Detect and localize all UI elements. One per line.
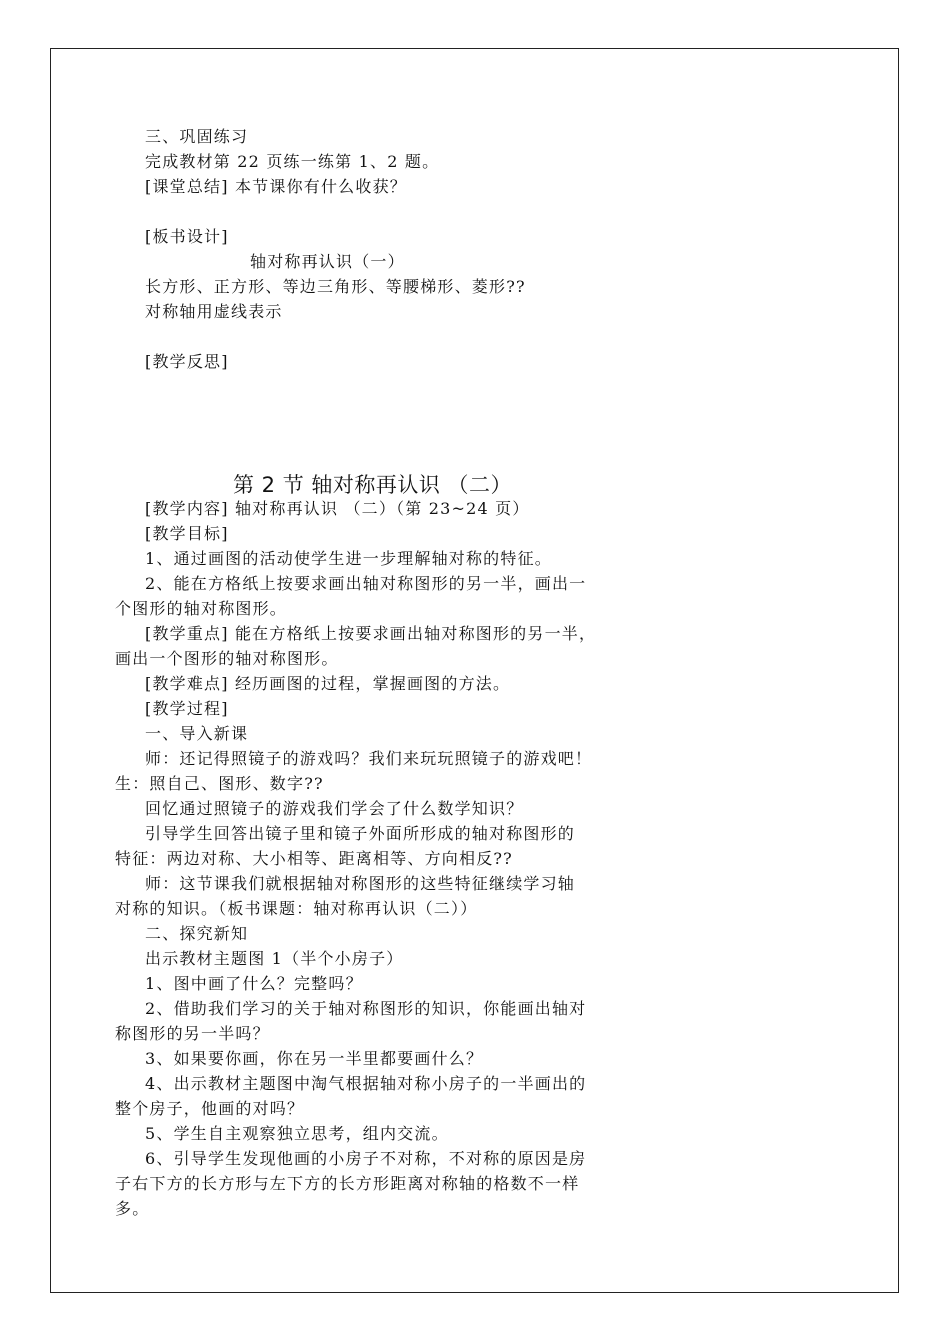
body-line: 1、图中画了什么？完整吗？ [145, 974, 363, 993]
body-line: 2、能在方格纸上按要求画出轴对称图形的另一半，画出一 [145, 574, 587, 593]
body-line: 回忆通过照镜子的游戏我们学会了什么数学知识？ [145, 799, 524, 818]
body-line: 生：照自己、图形、数字?? [115, 774, 324, 793]
body-line: 画出一个图形的轴对称图形。 [115, 649, 339, 668]
board-design-title: 轴对称再认识（一） [250, 252, 405, 271]
body-line: 师：还记得照镜子的游戏吗？我们来玩玩照镜子的游戏吧！ [145, 749, 593, 768]
body-line: 师：这节课我们就根据轴对称图形的这些特征继续学习轴 [145, 874, 576, 893]
body-line: [教学过程] [145, 699, 229, 718]
body-line: 二、探究新知 [145, 924, 249, 943]
lesson-summary: [课堂总结] 本节课你有什么收获？ [145, 177, 407, 196]
body-line: 引导学生回答出镜子里和镜子外面所形成的轴对称图形的 [145, 824, 576, 843]
body-line: [教学内容] 轴对称再认识 （二）（第 23~24 页） [145, 499, 530, 518]
board-design-axis: 对称轴用虚线表示 [145, 302, 283, 321]
body-line: 1、通过画图的活动使学生进一步理解轴对称的特征。 [145, 549, 552, 568]
body-line: 个图形的轴对称图形。 [115, 599, 288, 618]
consolidation-text: 完成教材第 22 页练一练第 1、2 题。 [145, 152, 440, 171]
body-line: 子右下方的长方形与左下方的长方形距离对称轴的格数不一样 [115, 1174, 580, 1193]
body-line: 整个房子，他画的对吗？ [115, 1099, 305, 1118]
board-design-shapes: 长方形、正方形、等边三角形、等腰梯形、菱形?? [145, 277, 526, 296]
body-line: 称图形的另一半吗？ [115, 1024, 270, 1043]
body-line: [教学目标] [145, 524, 229, 543]
body-line: 特征：两边对称、大小相等、距离相等、方向相反?? [115, 849, 513, 868]
body-line: [教学重点] 能在方格纸上按要求画出轴对称图形的另一半， [145, 624, 597, 643]
heading-consolidation: 三、巩固练习 [145, 127, 249, 146]
body-line: 一、导入新课 [145, 724, 249, 743]
body-line: 5、学生自主观察独立思考，组内交流。 [145, 1124, 449, 1143]
section-title: 第 2 节 轴对称再认识 （二） [233, 473, 513, 497]
body-line: 多。 [115, 1199, 150, 1218]
body-line: [教学难点] 经历画图的过程，掌握画图的方法。 [145, 674, 511, 693]
body-line: 出示教材主题图 1（半个小房子） [145, 949, 404, 968]
body-line: 2、借助我们学习的关于轴对称图形的知识，你能画出轴对 [145, 999, 587, 1018]
board-design-label: [板书设计] [145, 227, 229, 246]
teaching-reflection-label: [教学反思] [145, 352, 229, 371]
body-line: 4、出示教材主题图中淘气根据轴对称小房子的一半画出的 [145, 1074, 587, 1093]
body-line: 3、如果要你画，你在另一半里都要画什么？ [145, 1049, 484, 1068]
body-line: 对称的知识。（板书课题：轴对称再认识（二）） [115, 899, 478, 918]
body-line: 6、引导学生发现他画的小房子不对称，不对称的原因是房 [145, 1149, 587, 1168]
